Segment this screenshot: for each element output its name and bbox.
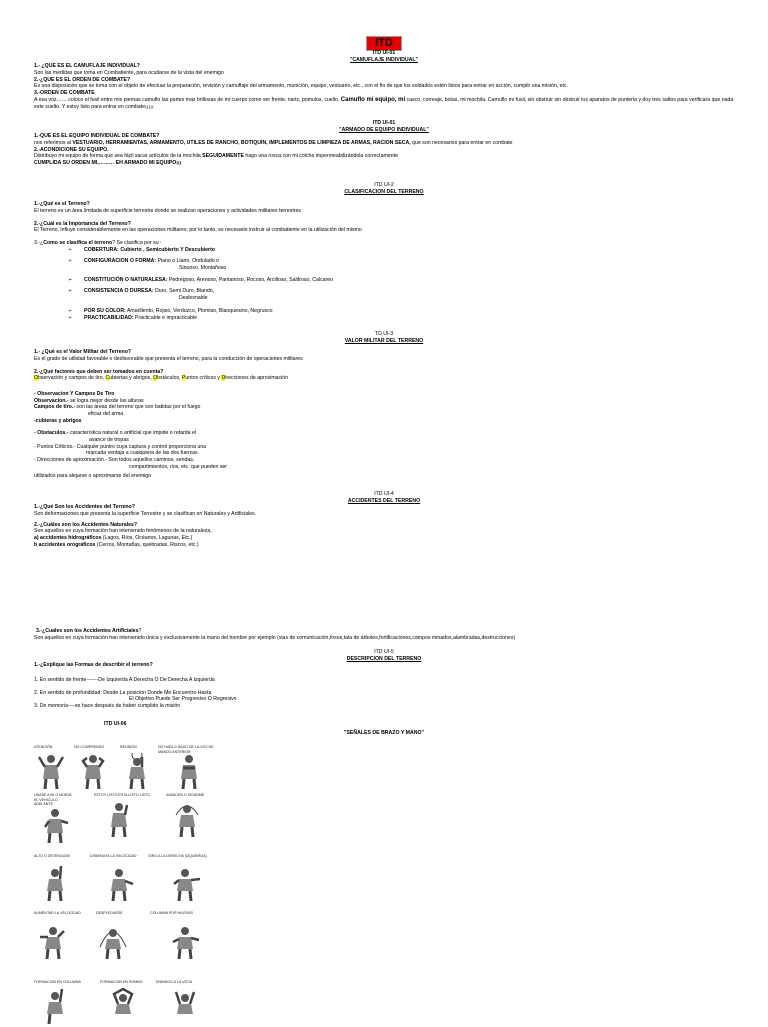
soldier-figure-icon [40,865,70,901]
question: 1.-¿Qué Son los Accidentes del Terreno? [34,504,135,511]
soldier-figure-icon [78,753,108,789]
question: 2.-¿Cuál es la Importancia del Terreno? [34,220,131,227]
section-accidentes [34,491,734,548]
soldier-figure-icon [174,753,204,789]
item-value: Practicable e impracticable [135,315,198,322]
signal-label: COLUMNA POR HILERAS [150,911,193,915]
answer-part: (Cerros, Montañas, quebradas, Riscos, etc.) [96,541,199,548]
answer: El Terreno, influye considerablemente en las operaciones militares; por lo tanto, es necesario instruir al combatiente en la utilización del mismo [34,227,362,234]
subheading: - Observacion Y Campos De Tiro [34,390,115,397]
factor-text: bservación y campos de tiro, [38,375,106,382]
question-bold: Como se clasifica el terreno [43,239,113,246]
answer-part: nos referimos al [34,139,71,146]
section-code: ITD UI-5 [374,649,394,655]
factors [34,375,734,382]
def-value: característica natural o artificial que impide o retarda el [70,430,197,437]
soldier-figure-icon [108,988,138,1024]
question [34,628,734,635]
section-title: DESCRIPCION DEL TERRENO [346,655,422,662]
question: 1.- ¿Qué es el Valor Militar del Terreno? [34,349,132,356]
question: 2.-¿Qué factores que deben ser tomados en cuenta? [34,368,164,375]
section-accidentes-artificiales [34,628,734,641]
factor-text: bstáculos, [157,375,182,382]
signal-label: DISMINUYA LA VELOCIDAD [90,854,137,858]
section-code: ITD UI-06 [104,721,127,727]
question-part: ? [138,628,142,634]
signal-label: FORMACION EN COLUMNA [34,980,81,984]
list-item [84,258,734,271]
item-key: CONFIGURACION O FORMA: [84,258,157,265]
def-value: avance de tropas [89,436,129,443]
section-camuflaje [34,50,734,111]
answer-part: A esa voz…… coloco el fusil entre mis piernas camuflo las partes mas brillosas de mi cuerpo como ser frente, nariz, pomulos, cuello. [34,96,340,103]
signal-label: ATENCIÓN [34,745,53,749]
item-key: CONSISTENCIA O DURESA: [84,288,154,295]
answer [34,140,734,147]
question-part: 3.-¿ [34,239,44,246]
answer-part: que son necesarios para entrar en combate [412,139,513,146]
soldier-figure-icon [40,807,70,843]
section-armado [34,120,734,167]
definition: - Puntos Criticos.- Cualquier puntro cuya captura y control proporciona una [34,443,207,450]
section-clasificacion [34,182,734,327]
item-value: Deslesnable [179,294,208,301]
answer: El Objetivo Puede Ser Progresivo O Regresivo [129,696,237,703]
answer-part: hago una rosca con mi colcha impermeabilizándola correctamente [245,153,398,160]
answer: El terreno es un área limitada de superficie terrestre donde se realizan operaciones y actividades militares terrestres [34,207,301,214]
question-bold: 3.-¿Cuales son los Accidentes Artificiales [36,628,139,634]
definition: compartimientos, rios, etc. que pueden ser [129,463,228,470]
item-key: CONSTITUCIÓN O NATURALESA: [84,276,168,283]
section-code: ITD UI-01 [372,120,396,126]
signal-label: UNASE A MI O MUEVA EL VEHICULO ADELANTE [34,793,72,807]
answer-bold: Camuflo mi equipo, mi [340,96,406,103]
answer: 1. En sentido de frente-------De Izquierda A Derecha O De Derecha A Izquierda [34,676,215,683]
definition [34,398,734,405]
answer-bold: SEGUIDAMENTE [202,153,244,160]
definition: marcada ventaja a cualquiera de las dos fuerzas [86,450,198,457]
signal-label: NO COMPRENDO [74,745,105,749]
section-code: ITD UI-2 [374,182,394,188]
soldier-figure-icon [36,753,66,789]
answer: Son aquellos en cuya formación han intervenido única y exclusivamente la mano del hombre por ejemplo (vias de comunicación,fosos,tala de árboles,fortificaciones,campos minados,alambradas,destrucciones) [34,634,516,641]
section-code: TD UI-3 [374,331,394,337]
item-key: COBERTURA: [84,246,119,253]
soldier-figure-icon [40,988,70,1024]
answer: CUMPLIDA SU ORDEN MI,……… EH ARMADO MI EQUIPO¡¡¡ [34,159,182,166]
section-title: "SEÑALES DE BRAZO Y MANO" [344,730,424,736]
list-item [84,288,734,301]
question: 3.-ORDEN DE COMBATE [34,89,95,96]
section-descripcion [34,649,734,710]
list-item [84,277,734,284]
signal-label: NO HABLO DADO DE LA VOZ DE MANDO ANTERIOR [158,745,214,754]
classification-list [34,247,734,322]
question: 1.-QUE ES EL EQUIPO INDIVIDUAL DE COMBATE? [34,133,160,140]
signal-label: ESTOY LISTO ESTA LISTO LISTO [94,793,150,797]
answer: Es el grado de utilidad favorable o desfavorable que presenta el terreno, para la conducción de operaciones militares [34,355,303,362]
item-key: POR SU COLOR: [84,307,126,314]
question: 2.-¿Cuáles son los Accidentes Naturales? [34,521,138,528]
answer: Son deformaciones que presenta la superficie Terrestre y se clasifican en Naturales y Artificiales. [34,510,257,517]
signal-label: GIRO A LA DERECHA (IZQUIERDA) [148,854,207,858]
def-key: - Obstaculos.- [34,430,69,437]
item-value: Plano o Llano, Ondulado o [157,258,219,265]
answer [34,153,734,160]
soldier-figure-icon [172,801,202,837]
answer: Son aquellos en cuya formación han intervenido fenómenos de la naturaleza, [34,528,212,535]
definition [34,430,734,443]
signal-label: DESPLEGARSE [96,911,123,915]
soldier-figure-icon [38,923,68,959]
answer-part: casco, correaje, botas, mi mochila. Camuflo mi fusil, sin obstruir sin obstruir los aparatos de punteria y doy tres saltos para verificara que nada este suelto. Y estoy listo para entrar en combate¡¡¡¡¡ [34,96,734,111]
header [34,36,734,51]
definition: - Direcciones de aproximación.- Son todos aquellos caminos, sendas, [34,456,195,463]
question-part: ? Se clasifica por su : [112,239,162,246]
answer-part: Distribuyo mi equipo de forma que sea fácil sacar artículos de la mochila [34,153,201,160]
soldier-figure-icon [104,801,134,837]
soldier-figure-icon [98,923,128,959]
factor-initial: D [221,375,226,382]
soldier-figure-icon [170,923,200,959]
item-key: PRACTICABILIDAD: [84,315,134,322]
signal-label: ENEMIGO A LA VISTA [156,980,193,984]
question: 2.-¿QUE ES EL ORDEN DE COMBATE? [34,76,131,83]
def-value: eficaz del arma [88,410,124,417]
def-key: Observacion.- [34,397,69,404]
answer: 3. De memoria----se hace después de haber cumplido la misión [34,702,181,709]
def-value: se logra mejor desde las alturas [70,397,144,404]
section-code-senales [104,721,164,728]
soldier-figure-icon [170,988,200,1024]
factor-initial: P [181,375,186,382]
answer: 2. En sentido de profundidad: Desde La posicion Donde Me Encuentro Hasta [34,689,212,696]
question: 1.- ¿QUE ES EL CAMUFLAJE INDIVIDUAL? [34,63,140,70]
item-value: Duro, Semi Duro, Blando, [155,288,215,295]
answer-bold: VESTUARIO, HERRAMIENTAS, ARMAMENTO, UTILES DE RANCHO, BOTIQUIN, IMPLEMENTOS DE LIMPIEZA DE ARMAS, RACION SECA, [72,139,411,146]
definition: -cubieras y abrigos [34,417,82,424]
answer: Son las medidas que toma en Combatiente, para ocultarse de la vista del enemigo [34,69,224,76]
answer-bold: b accidentes orográficos [34,541,96,548]
question [34,240,734,247]
item-value: Pedregoso, Arenoso, Pantanoso, Rocoso, Arcilloso, Salitroso, Calcareo [168,276,334,283]
question: 2.-ACONDICIONE SU EQUIPO. [34,146,109,153]
signal-label: AUMENTAR LA VELOCIDAD [34,911,81,915]
signal-label: AVANCEN O SIGANME [166,793,205,797]
answer-part: (Lagos, Ríos, Océanos, Lagunas, Etc.) [102,534,193,541]
answer [34,97,734,111]
signal-label: FORMACION EN ROMBO [100,980,143,984]
section-title: ACCIDENTES DEL TERRENO [347,497,421,504]
signal-label: ALTO O DETENGASE [34,854,71,858]
signal-label: REUNIÓN [120,745,137,749]
item-value: Amarillento, Rojiso, Verduzco, Plomiso, Blanquesino, Negrusco [126,307,273,314]
answer: Es una disposición que se toma con el objeto de efectuar la preparación, revisión y camuflaje del armamento, munición, equipo, vestuario, etc., con el fin de que los soldados estén listos para entrar en acción, cumplir una misión, etc. [34,83,569,90]
factor-text: untos críticos y [185,375,222,382]
answer [34,535,734,542]
list-item [84,247,734,254]
factor-initial: C [105,375,110,382]
factor-text: irecciones de aproximación [225,375,289,382]
def-value: son las áreas del terreno que son batidas por el fuego [76,404,201,411]
soldier-figure-icon [104,865,134,901]
section-title: CLASIFICACION DEL TERRENO [344,188,424,195]
section-code: ITD UI-01 [372,50,396,56]
list-item [84,308,734,315]
itd-badge: ITD [366,36,402,51]
factor-text: ubiertas y abrigos, [109,375,154,382]
answer [34,542,734,549]
definition: utilizados para alejarse o aproximarse del enemigo [34,473,152,480]
factor-initial: O [153,375,158,382]
section-valor-militar [34,331,734,480]
section-title: "ARMADO DE EQUIPO INDIVIDUAL" [339,126,429,133]
list-item [84,315,734,322]
section-code: ITD UI-4 [374,491,394,497]
soldier-figure-icon [170,865,200,901]
section-title: "CAMUFLAJE INDIVIDUAL" [349,56,419,63]
answer-bold: a) accidentes hidrográficos [34,534,102,541]
factor-initial: O [34,375,39,382]
section-senales [34,730,734,737]
question: 1.-¿Qué es el Terreno? [34,201,90,208]
definition [34,404,734,417]
section-title: VALOR MILITAR DEL TERRENO [344,337,424,344]
item-value: Sinuoso, Montañoso [179,264,227,271]
def-key: Campos de tiro.- [34,404,75,411]
item-value: Cubierto , Semicubierto Y Descubierto [120,246,215,253]
question: 1.-¿Explique las Formas de describir el terreno? [34,662,153,669]
soldier-figure-icon [122,753,152,789]
